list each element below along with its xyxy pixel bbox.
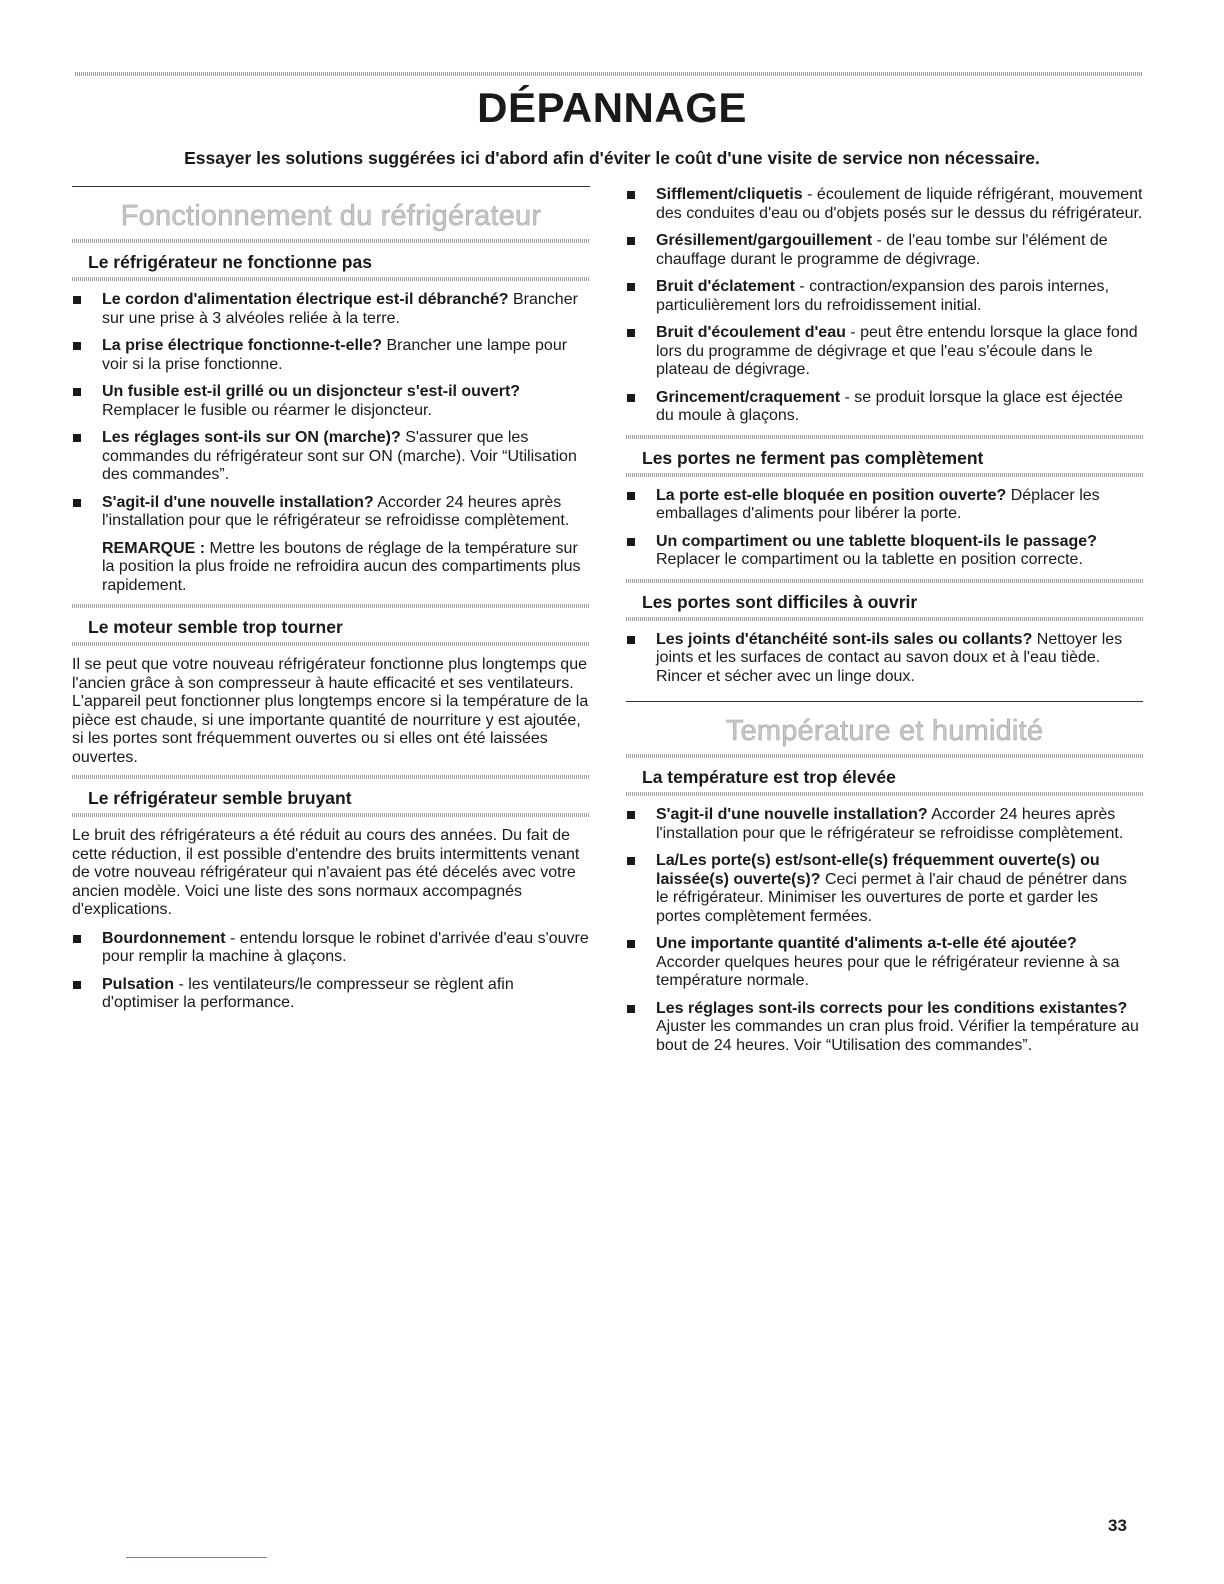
footer-link-underline — [126, 1557, 267, 1558]
note — [72, 540, 590, 596]
note-text: Mettre les boutons de réglage de la température sur la position la plus froide ne refroidira aucun des compartiments plus rapidement. — [102, 539, 581, 594]
square-bullet-icon — [627, 394, 635, 402]
item-question: S'agit-il d'une nouvelle installation? — [656, 806, 928, 823]
item-answer: Déplacer les emballages d'aliments pour libérer la porte. — [656, 486, 1100, 522]
item-answer: - peut être entendu lorsque la glace fond lors du programme de dégivrage et que l'eau s'écoule dans le plateau de dégivrage. — [656, 324, 1138, 378]
problem-title: Le réfrigérateur semble bruyant — [88, 788, 352, 808]
list-item — [626, 935, 1143, 991]
item-answer: S'assurer que les commandes du réfrigérateur sont sur ON (marche). Voir “Utilisation des commandes”. — [102, 429, 577, 483]
item-question: Une importante quantité d'aliments a-t-elle été ajoutée? — [656, 935, 1077, 952]
intro-text: Essayer les solutions suggérées ici d'abord afin d'éviter le coût d'une visite de service non nécessaire. — [184, 148, 1040, 168]
item-answer: Accorder quelques heures pour que le réfrigérateur revienne à sa température normale. — [656, 953, 1120, 989]
square-bullet-icon — [627, 857, 635, 865]
square-bullet-icon — [627, 191, 635, 199]
problem-ne-fonctionne-pas — [72, 243, 590, 595]
list-item — [626, 806, 1143, 843]
list-item — [626, 324, 1143, 380]
item-question: Bruit d'éclatement — [656, 278, 795, 295]
problem-portes-difficiles — [626, 583, 1143, 687]
item-question: Un fusible est-il grillé ou un disjoncteur s'est-il ouvert? — [102, 383, 521, 400]
item-question: Sifflement/cliquetis — [656, 186, 803, 203]
item-answer: - contraction/expansion des parois internes, particulièrement lors du refroidissement initial. — [656, 278, 1109, 314]
item-question: Bruit d'écoulement d'eau — [656, 324, 846, 341]
item-list — [626, 806, 1143, 1055]
item-question: Un compartiment ou une tablette bloquent-ils le passage? — [656, 532, 1097, 550]
square-bullet-icon — [627, 940, 635, 948]
note-label: REMARQUE : — [102, 539, 206, 557]
left-column — [72, 186, 590, 1022]
square-bullet-icon — [627, 636, 635, 644]
dotted-rule — [626, 617, 1143, 621]
square-bullet-icon — [73, 342, 81, 350]
item-answer: Remplacer le fusible ou réarmer le disjoncteur. — [102, 401, 432, 419]
problem-title: Le moteur semble trop tourner — [88, 617, 343, 637]
problem-portes-ferment — [626, 439, 1143, 570]
section-title: Température et humidité — [725, 715, 1044, 747]
square-bullet-icon — [627, 329, 635, 337]
problem-temperature — [626, 758, 1143, 1055]
dotted-rule — [72, 642, 590, 646]
square-bullet-icon — [73, 296, 81, 304]
item-answer: - entendu lorsque le robinet d'arrivée d'eau s'ouvre pour remplir la machine à glaçons. — [102, 929, 589, 965]
square-bullet-icon — [73, 434, 81, 442]
item-list — [626, 487, 1143, 570]
item-answer: - de l'eau tombe sur l'élément de chauffage durant le programme de dégivrage. — [656, 232, 1108, 268]
section-header-fonctionnement — [72, 186, 590, 239]
square-bullet-icon — [73, 935, 81, 943]
item-question: Pulsation — [102, 975, 175, 993]
section-title: Fonctionnement du réfrigérateur — [120, 200, 542, 232]
list-item — [72, 429, 590, 485]
list-item — [72, 494, 590, 531]
list-item — [72, 383, 590, 420]
item-answer: - écoulement de liquide réfrigérant, mouvement des conduites d'eau ou d'objets posés sur le dessus du réfrigérateur. — [656, 186, 1143, 222]
list-item — [626, 487, 1143, 524]
item-answer: Accorder 24 heures après l'installation pour que le réfrigérateur se refroidisse complètement. — [102, 493, 570, 529]
list-item — [72, 930, 590, 967]
problem-title: Les portes sont difficiles à ouvrir — [642, 591, 918, 612]
noise-list — [626, 186, 1143, 426]
list-item — [626, 232, 1143, 269]
section-header-temperature — [626, 701, 1143, 754]
square-bullet-icon — [73, 499, 81, 507]
list-item — [626, 852, 1143, 926]
list-item — [72, 291, 590, 328]
dotted-rule — [72, 277, 590, 281]
item-list — [626, 631, 1143, 687]
square-bullet-icon — [627, 538, 635, 546]
item-answer: Brancher une lampe pour voir si la prise fonctionne. — [102, 337, 568, 373]
dotted-rule — [626, 473, 1143, 477]
item-answer: Replacer le compartiment ou la tablette en position correcte. — [656, 551, 1083, 568]
item-list — [72, 291, 590, 531]
top-rule — [75, 72, 1143, 76]
right-column — [626, 186, 1143, 1064]
list-item — [626, 278, 1143, 315]
item-answer: - se produit lorsque la glace est éjectée du moule à glaçons. — [656, 388, 1123, 424]
square-bullet-icon — [627, 1005, 635, 1013]
item-answer: - les ventilateurs/le compresseur se règlent afin d'optimiser la performance. — [102, 975, 514, 1011]
problem-bruyant — [72, 779, 590, 1013]
list-item — [72, 976, 590, 1013]
square-bullet-icon — [627, 811, 635, 819]
problem-title: Les portes ne ferment pas complètement — [642, 447, 984, 468]
list-item — [626, 533, 1143, 570]
problem-title: La température est trop élevée — [642, 767, 896, 787]
item-question: Les réglages sont-ils sur ON (marche)? — [102, 429, 401, 446]
item-question: Les réglages sont-ils corrects pour les conditions existantes? — [656, 999, 1128, 1017]
item-answer: Ajuster les commandes un cran plus froid. Vérifier la température au bout de 24 heures. Voir “Utilisation des commandes”. — [656, 1018, 1139, 1054]
square-bullet-icon — [73, 981, 81, 989]
square-bullet-icon — [627, 237, 635, 245]
square-bullet-icon — [627, 283, 635, 291]
item-answer: Brancher sur une prise à 3 alvéoles reliée à la terre. — [102, 291, 578, 327]
item-question: Bourdonnement — [102, 929, 226, 947]
dotted-rule — [626, 792, 1143, 796]
paragraph: Il se peut que votre nouveau réfrigérateur fonctionne plus longtemps que l'ancien grâce à son compresseur à haute efficacité et ses ventilateurs. L'appareil peut fonctionner plus longtemps encore si la température de la pièce est chaude, si une importante quantité de nourriture y est ajoutée, si les portes sont fréquemment ouvertes ou si elles ont été laissées ouvertes. — [72, 656, 589, 766]
item-question: Les joints d'étanchéité sont-ils sales ou collants? — [656, 630, 1033, 648]
square-bullet-icon — [627, 492, 635, 500]
page-title: DÉPANNAGE — [477, 84, 747, 131]
item-question: S'agit-il d'une nouvelle installation? — [102, 493, 374, 511]
list-item — [626, 1000, 1143, 1056]
list-item — [72, 337, 590, 374]
item-question: La porte est-elle bloquée en position ouverte? — [656, 486, 1007, 504]
problem-title: Le réfrigérateur ne fonctionne pas — [88, 252, 372, 272]
page-number: 33 — [1108, 1516, 1127, 1535]
list-item — [626, 186, 1143, 223]
item-question: Grésillement/gargouillement — [656, 232, 873, 249]
item-answer: Accorder 24 heures après l'installation pour que le réfrigérateur se refroidisse complètement. — [656, 806, 1124, 842]
item-question: Le cordon d'alimentation électrique est-il débranché? — [102, 291, 509, 308]
item-list — [72, 930, 590, 1013]
paragraph: Le bruit des réfrigérateurs a été réduit au cours des années. Du fait de cette réduction, il est possible d'entendre des bruits intermittents venant de votre nouveau réfrigérateur qui n'avaient pas été décelés avec votre ancien modèle. Voici une liste des sons normaux accompagnés d'explications. — [72, 827, 580, 918]
item-question: La prise électrique fonctionne-t-elle? — [102, 337, 383, 354]
item-answer: Nettoyer les joints et les surfaces de contact au savon doux et à l'eau tiède. Rincer et sécher avec un linge doux. — [656, 630, 1123, 685]
dotted-rule — [72, 813, 590, 817]
square-bullet-icon — [73, 388, 81, 396]
list-item — [626, 631, 1143, 687]
item-answer: Ceci permet à l'air chaud de pénétrer dans le réfrigérateur. Minimiser les ouvertures de porte et garder les portes complètement fermées. — [656, 870, 1127, 925]
item-question: La/Les porte(s) est/sont-elle(s) fréquemment ouverte(s) ou laissée(s) ouverte(s)? — [656, 852, 1100, 888]
item-question: Grincement/craquement — [656, 388, 841, 406]
problem-moteur — [72, 608, 590, 767]
list-item — [626, 389, 1143, 426]
